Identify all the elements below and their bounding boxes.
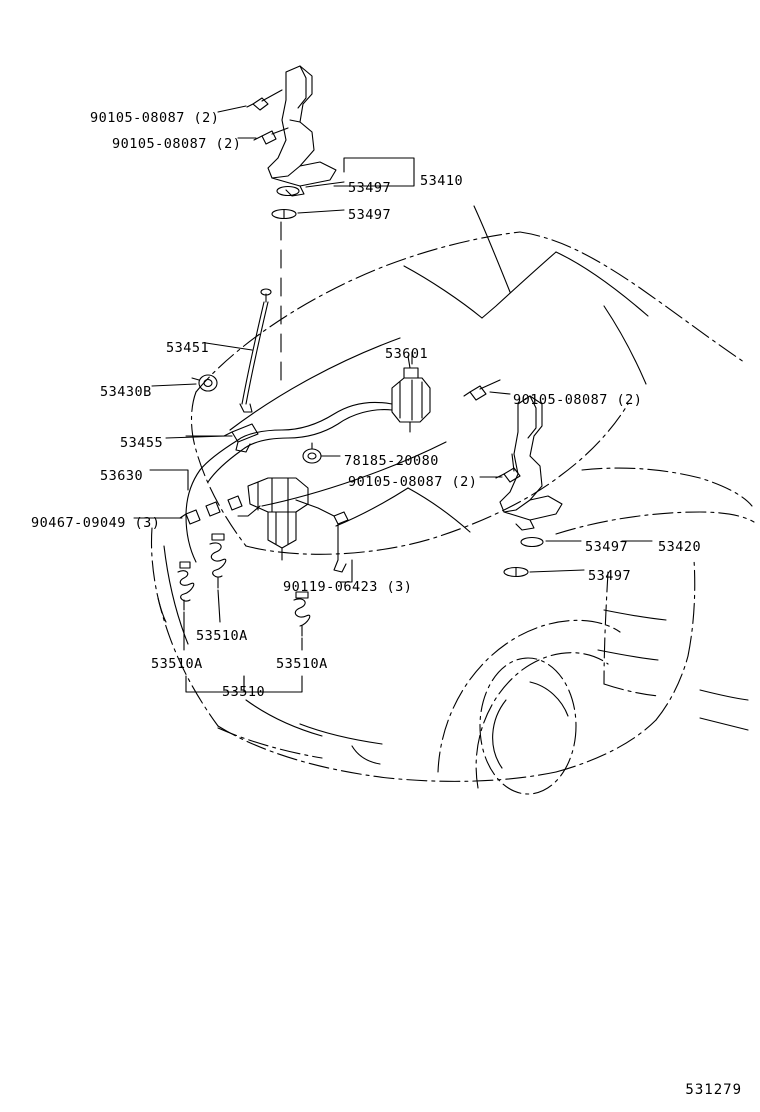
- label-90119-06423-screw: 90119-06423 (3): [283, 579, 413, 595]
- label-53497-washer-a: 53497: [348, 180, 392, 196]
- label-90105-08087-right-2: 90105-08087 (2): [348, 474, 478, 490]
- label-53497-washer-c: 53497: [585, 539, 629, 555]
- label-53455-cable-clamp: 53455: [120, 435, 164, 451]
- label-90105-08087-right-1: 90105-08087 (2): [513, 392, 643, 408]
- label-53497-washer-b: 53497: [348, 207, 392, 223]
- label-53630-release-cable: 53630: [100, 468, 144, 484]
- label-90105-08087-upper-1: 90105-08087 (2): [90, 110, 220, 126]
- label-53497-washer-d: 53497: [588, 568, 632, 584]
- label-53510-cushion: 53510: [222, 684, 266, 700]
- label-53430b-rod-holder: 53430B: [100, 384, 152, 400]
- label-53451-hood-stay-rod: 53451: [166, 340, 210, 356]
- label-53410-hood-hinge-rh: 53410: [420, 173, 464, 189]
- label-90105-08087-upper-2: 90105-08087 (2): [112, 136, 242, 152]
- label-53510a-cushion-left: 53510A: [151, 656, 203, 672]
- label-53420-hood-hinge-lh: 53420: [658, 539, 702, 555]
- label-90467-09049-clip: 90467-09049 (3): [31, 515, 161, 531]
- label-53601-hood-lock: 53601: [385, 346, 429, 362]
- label-78185-20080-clip: 78185-20080: [344, 453, 439, 469]
- label-53510a-cushion-mid: 53510A: [196, 628, 248, 644]
- figure-number: 531279: [685, 1082, 742, 1098]
- label-53510a-cushion-right: 53510A: [276, 656, 328, 672]
